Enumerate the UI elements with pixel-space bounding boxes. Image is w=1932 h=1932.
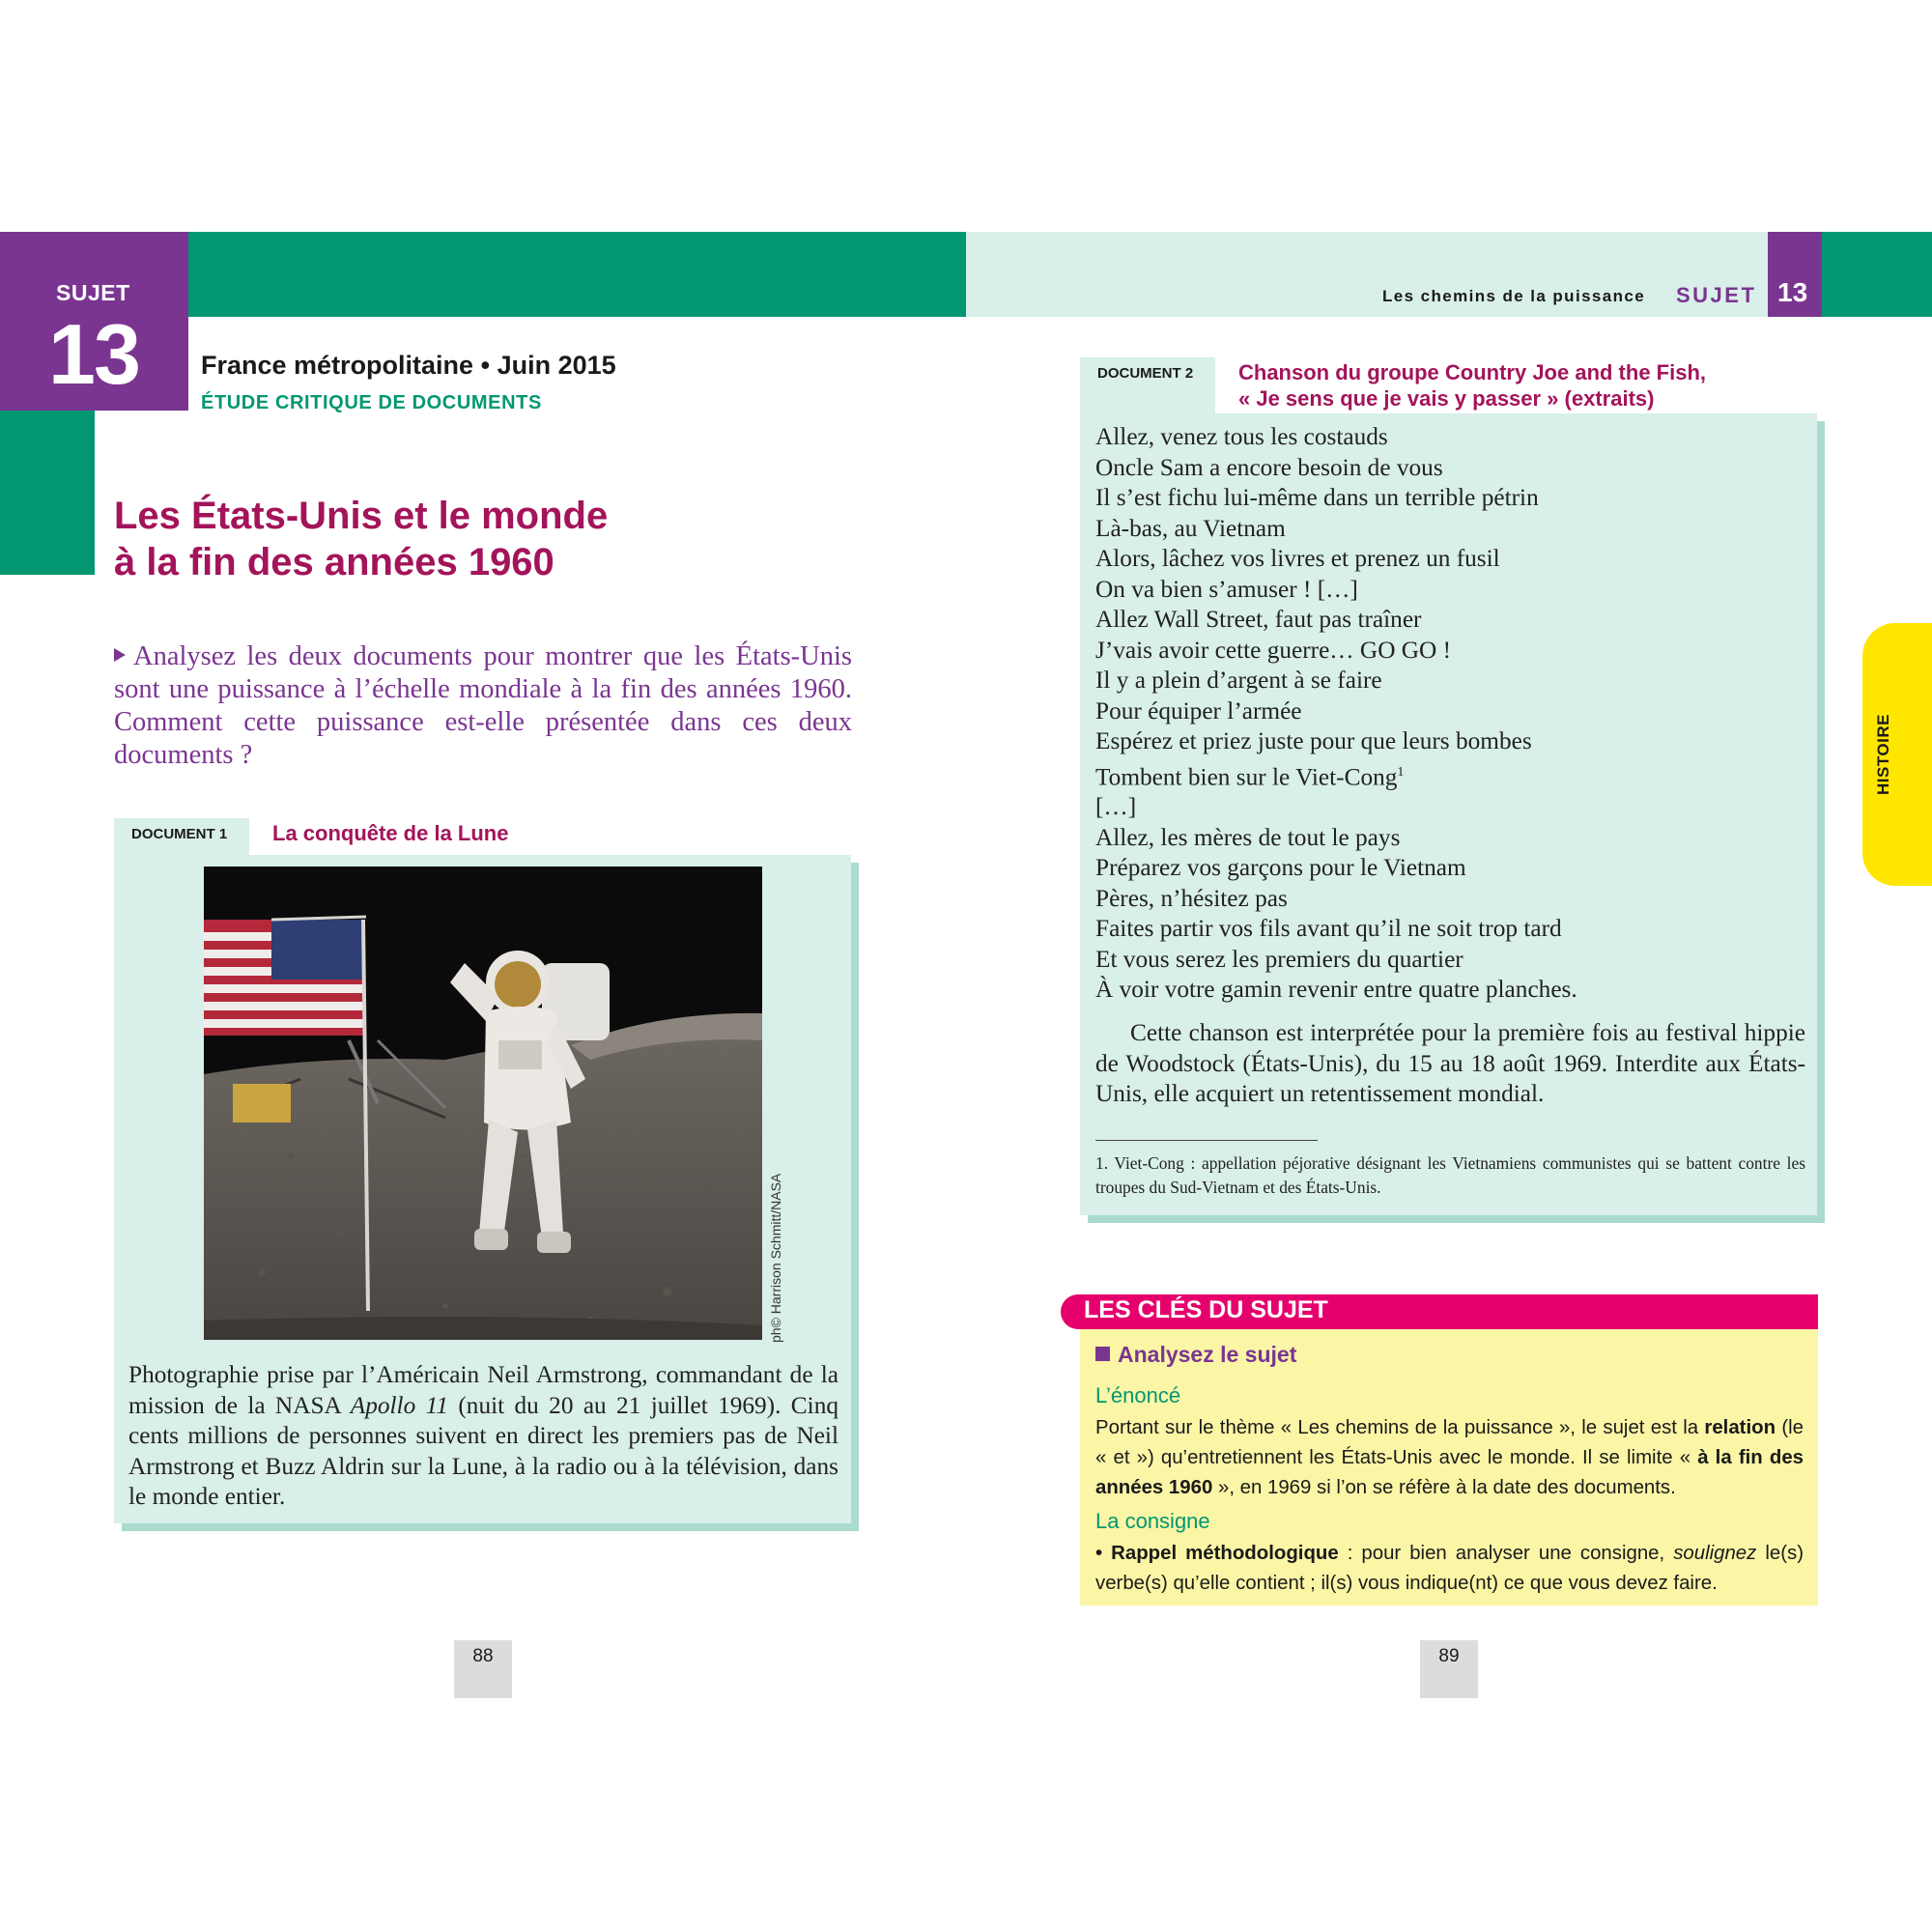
photo-credit: ph© Harrison Schmitt/NASA bbox=[768, 1173, 783, 1343]
consigne bbox=[114, 640, 852, 772]
lyric-line: Alors, lâchez vos livres et prenez un fusil bbox=[1095, 545, 1500, 572]
sujet-label: SUJET bbox=[56, 280, 130, 305]
header-band-right bbox=[966, 232, 1768, 317]
page-title bbox=[114, 493, 608, 585]
lyric-line: Préparez vos garçons pour le Vietnam bbox=[1095, 854, 1466, 882]
lyric-line: Là-bas, au Vietnam bbox=[1095, 514, 1286, 542]
histoire-side-tab bbox=[1862, 623, 1932, 886]
document-2-tab: DOCUMENT 2 bbox=[1080, 357, 1215, 413]
exercise-type: ÉTUDE CRITIQUE DE DOCUMENTS bbox=[201, 392, 542, 413]
rappel-label: • Rappel méthodologique bbox=[1095, 1543, 1339, 1564]
document-2-title-line-1: Chanson du groupe Country Joe and the Fish, bbox=[1238, 360, 1707, 384]
rappel-part: : pour bien analyser une consigne, bbox=[1338, 1543, 1674, 1564]
sujet-number: 13 bbox=[48, 306, 139, 402]
page-number-left: 88 bbox=[454, 1640, 512, 1698]
enonce-emphasis: relation bbox=[1704, 1417, 1776, 1438]
title-line-2: à la fin des années 1960 bbox=[114, 541, 554, 583]
rappel-emphasis: soulignez bbox=[1673, 1543, 1757, 1564]
lyric-line: Faites partir vos fils avant qu’il ne soit trop tard bbox=[1095, 915, 1562, 943]
header-band-left bbox=[188, 232, 966, 317]
us-flag bbox=[204, 920, 363, 1036]
document-1-tab: DOCUMENT 1 bbox=[114, 818, 249, 855]
song-lyrics bbox=[1095, 422, 1577, 1006]
footnote-divider bbox=[1095, 1140, 1318, 1141]
running-title: Les chemins de la puissance bbox=[1382, 287, 1646, 305]
caption-part-2: (nuit du 20 au 21 juillet 1969). Cinq cents millions de personnes suivent en direct les premiers pas de Neil Armstrong et Buzz Aldrin sur la Lune, à la radio ou à la télévision, dans le monde entier. bbox=[128, 1391, 838, 1510]
footnote-marker: 1 bbox=[1397, 764, 1405, 780]
lyric-line: Allez, les mères de tout le pays bbox=[1095, 823, 1401, 851]
exam-date: Juin 2015 bbox=[497, 351, 616, 380]
title-line-1: Les États-Unis et le monde bbox=[114, 495, 609, 537]
margin-stripe bbox=[0, 411, 95, 575]
histoire-label: HISTOIRE bbox=[1874, 714, 1892, 795]
lyric-line: Espérez et priez juste pour que leurs bombes bbox=[1095, 727, 1532, 754]
enonce-text bbox=[1095, 1413, 1804, 1503]
analysez-heading bbox=[1095, 1342, 1296, 1368]
lyric-line: Il s’est fichu lui-même dans un terrible pétrin bbox=[1095, 484, 1539, 511]
triangle-bullet-icon bbox=[114, 648, 126, 662]
lyric-line: Allez Wall Street, faut pas traîner bbox=[1095, 606, 1422, 633]
running-sujet-label: SUJET bbox=[1676, 283, 1757, 307]
caption-mission-name: Apollo 11 bbox=[350, 1391, 449, 1419]
document-2-title bbox=[1238, 359, 1706, 412]
running-sujet-number: 13 bbox=[1777, 277, 1808, 307]
consigne-text: Analysez les deux documents pour montrer que les États-Unis sont une puissance à l’échelle mondiale à la fin des années 1960. Comment cette puissance est-elle présentée dans ces deux documents ? bbox=[114, 641, 852, 770]
lyric-line: On va bien s’amuser ! […] bbox=[1095, 575, 1358, 603]
document-1-title: La conquête de la Lune bbox=[272, 821, 509, 845]
analysez-label: Analysez le sujet bbox=[1118, 1342, 1297, 1367]
lyric-line: Pères, n’hésitez pas bbox=[1095, 884, 1288, 912]
lyric-line: Pour équiper l’armée bbox=[1095, 696, 1302, 724]
lyric-line-with-footnote bbox=[1095, 757, 1577, 793]
document-2-title-line-2: « Je sens que je vais y passer » (extraits) bbox=[1238, 386, 1655, 411]
moon-landing-photo bbox=[204, 867, 762, 1340]
document-1-caption bbox=[128, 1360, 838, 1513]
cles-du-sujet-header: LES CLÉS DU SUJET bbox=[1061, 1294, 1818, 1329]
square-bullet-icon bbox=[1095, 1347, 1110, 1361]
rappel-text bbox=[1095, 1539, 1804, 1599]
exam-separator: • bbox=[480, 351, 491, 380]
caption-part-1: Photographie prise par l’Américain Neil Armstrong, commandant de la mission de la NASA bbox=[128, 1361, 838, 1419]
lyric-line: Il y a plein d’argent à se faire bbox=[1095, 667, 1382, 694]
page-number-right: 89 bbox=[1420, 1640, 1478, 1698]
enonce-part: », en 1969 si l’on se réfère à la date des documents. bbox=[1212, 1477, 1676, 1498]
lyric-line: J’vais avoir cette guerre… GO GO ! bbox=[1095, 636, 1452, 664]
lyric-line: À voir votre gamin revenir entre quatre planches. bbox=[1095, 976, 1577, 1004]
enonce-part: Portant sur le thème « Les chemins de la puissance » bbox=[1095, 1417, 1571, 1438]
header-green-block bbox=[1822, 232, 1932, 317]
consigne-heading: La consigne bbox=[1095, 1509, 1210, 1533]
exam-location: France métropolitaine bbox=[201, 351, 474, 380]
exam-title bbox=[201, 351, 616, 381]
lyric-line: […] bbox=[1095, 793, 1137, 821]
enonce-heading: L’énoncé bbox=[1095, 1383, 1181, 1407]
lyric-line: Oncle Sam a encore besoin de vous bbox=[1095, 453, 1443, 481]
lyric-line: Et vous serez les premiers du quartier bbox=[1095, 945, 1463, 973]
rappel-part: le(s) verbe(s) qu’elle contient ; il(s) vous indique(nt) ce que vous devez faire. bbox=[1095, 1543, 1804, 1594]
enonce-part: , le sujet est la bbox=[1570, 1417, 1705, 1438]
lyric-line: Allez, venez tous les costauds bbox=[1095, 423, 1388, 450]
lyric-line: Tombent bien sur le Viet-Cong bbox=[1095, 762, 1398, 790]
enonce-part: (le « et ») qu’entretiennent les États-Unis avec le monde. Il se limite « bbox=[1095, 1417, 1804, 1468]
document-2-note: Cette chanson est interprétée pour la première fois au festival hippie de Woodstock (États-Unis), du 15 au 18 août 1969. Interdite aux États-Unis, elle acquiert un retentissement mondial. bbox=[1095, 1019, 1805, 1107]
enonce-emphasis: à la fin des années 1960 bbox=[1095, 1447, 1804, 1498]
footnote: 1. Viet-Cong : appellation péjorative désignant les Vietnamiens communistes qui se battent contre les troupes du Sud-Vietnam et des États-Unis. bbox=[1095, 1153, 1805, 1197]
sujet-badge bbox=[0, 232, 188, 411]
